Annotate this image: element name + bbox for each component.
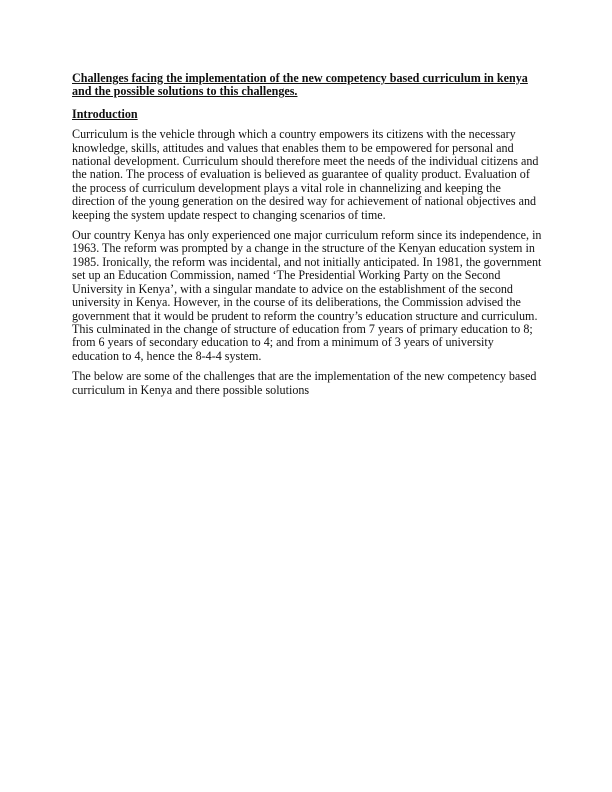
paragraph-line: government that it would be prudent to reform the country’s education structure and curriculum. bbox=[72, 308, 538, 323]
paragraph-line: 1963. The reform was prompted by a change in the structure of the Kenyan education system in bbox=[72, 241, 535, 256]
paragraph bbox=[72, 229, 552, 363]
paragraph-line: knowledge, skills, attitudes and values that enables them to be empowered for personal and bbox=[72, 140, 514, 155]
paragraph-line: the process of curriculum development plays a vital role in channelizing and keeping the bbox=[72, 180, 501, 195]
title-line: Challenges facing the implementation of the new competency based curriculum in kenya bbox=[72, 71, 528, 85]
paragraph-line: the nation. The process of evaluation is believed as guarantee of quality product. Evaluation of bbox=[72, 167, 530, 182]
paragraph bbox=[72, 370, 552, 397]
paragraph bbox=[72, 128, 552, 222]
paragraph-line: University in Kenya’, with a singular mandate to advice on the establishment of the second bbox=[72, 281, 513, 296]
paragraph-line: direction of the young generation on the desired way for achievement of national objectives and bbox=[72, 194, 537, 209]
paragraph-line: curriculum in Kenya and there possible solutions bbox=[72, 382, 310, 397]
paragraph-line: Our country Kenya has only experienced one major curriculum reform since its independence, in bbox=[72, 228, 542, 243]
paragraph-line: national development. Curriculum should therefore meet the needs of the individual citizens and bbox=[72, 154, 539, 169]
document-page bbox=[72, 72, 552, 397]
title-line: and the possible solutions to this challenges. bbox=[72, 84, 298, 99]
paragraph-line: education to 4, hence the 8-4-4 system. bbox=[72, 348, 262, 363]
document-title bbox=[72, 72, 552, 99]
paragraph-line: The below are some of the challenges that are the implementation of the new competency based bbox=[72, 369, 537, 384]
paragraph-line: university in Kenya. However, in the course of its deliberations, the Commission advised the bbox=[72, 295, 521, 310]
section-heading: Introduction bbox=[72, 106, 138, 121]
paragraph-line: Curriculum is the vehicle through which a country empowers its citizens with the necessary bbox=[72, 127, 516, 142]
paragraph-line: 1985. Ironically, the reform was incidental, and not initially anticipated. In 1981, the government bbox=[72, 254, 542, 269]
paragraph-line: from 6 years of secondary education to 4; and from a minimum of 3 years of university bbox=[72, 335, 494, 350]
paragraph-line: This culminated in the change of structure of education from 7 years of primary education to 8; bbox=[72, 321, 533, 336]
paragraph-line: set up an Education Commission, named ‘The Presidential Working Party on the Second bbox=[72, 268, 501, 283]
paragraph-line: keeping the system update respect to changing scenarios of time. bbox=[72, 207, 386, 222]
